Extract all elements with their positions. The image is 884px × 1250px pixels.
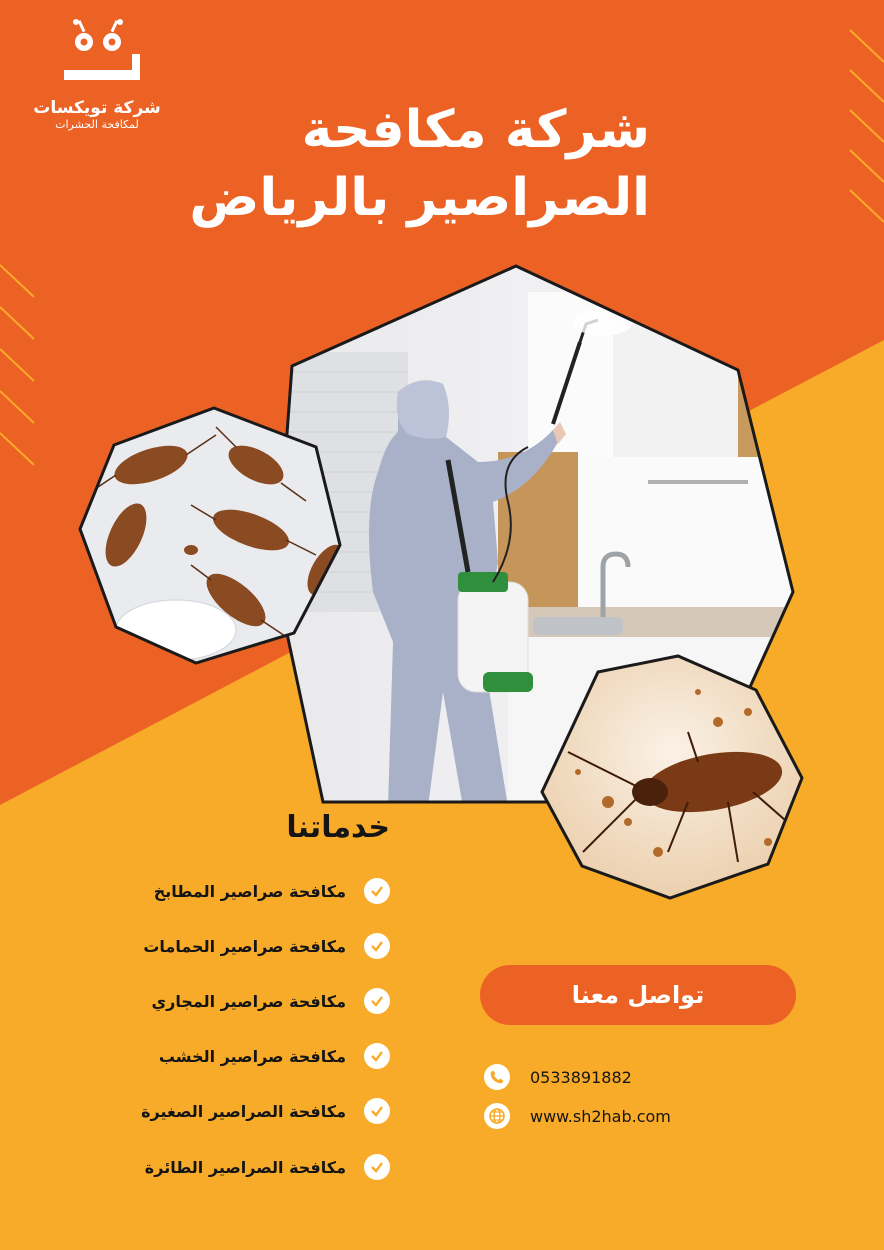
brand-logo [22,14,172,144]
phone-icon [484,1064,510,1090]
check-icon [364,878,390,904]
phone-contact[interactable] [484,1063,632,1091]
service-item-label: مكافحة صراصير المطابخ [153,881,346,901]
service-item-label: مكافحة صراصير الحمامات [143,936,346,956]
website-url: www.sh2hab.com [530,1106,671,1126]
service-item [60,876,390,906]
decor-stripes-top-right [820,20,884,240]
headline-line-2: الصراصير بالرياض [189,168,650,228]
headline [180,96,650,232]
check-icon [364,1043,390,1069]
check-icon [364,933,390,959]
service-item [60,931,390,961]
brand-name: شركة تويكسات [33,98,161,118]
service-item-label: مكافحة صراصير المجاري [151,991,346,1011]
service-item [60,1041,390,1071]
globe-icon [484,1103,510,1129]
check-icon [364,988,390,1014]
service-item [60,986,390,1016]
check-icon [364,1154,390,1180]
brand-tagline: لمكافحة الحشرات [55,118,139,131]
service-item-label: مكافحة الصراصير الصغيرة [141,1101,346,1121]
service-item-label: مكافحة الصراصير الطائرة [144,1157,346,1177]
cockroaches-group-photo [76,405,344,667]
check-icon [364,1098,390,1124]
website-contact[interactable] [484,1102,671,1130]
logo-mark-icon [42,14,152,94]
service-item-label: مكافحة صراصير الخشب [158,1046,346,1066]
decor-stripes-left [0,255,60,485]
headline-line-1: شركة مكافحة [301,100,650,160]
service-item [60,1152,390,1182]
cockroach-closeup-photo [538,652,806,902]
phone-number: 0533891882 [530,1067,632,1087]
service-item [60,1096,390,1126]
contact-us-button[interactable]: تواصل معنا [480,965,796,1025]
services-title: خدماتنا [286,810,390,845]
